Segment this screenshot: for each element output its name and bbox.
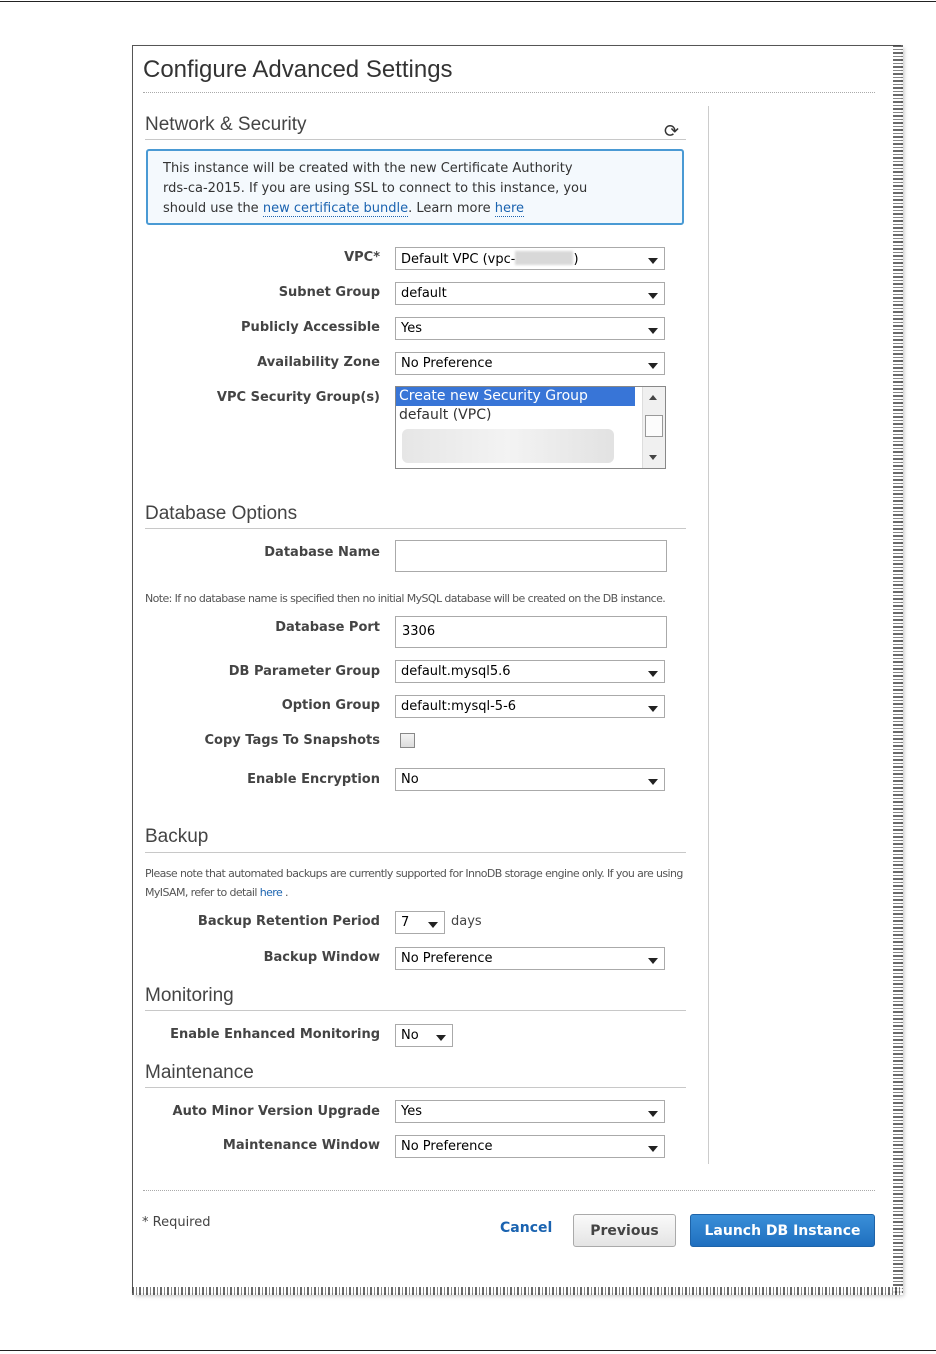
backup-note-line-2 [145,886,288,899]
auto-minor-upgrade-select[interactable] [395,1100,665,1123]
availability-zone-select[interactable] [395,352,665,375]
retention-unit: days [451,914,482,929]
certificate-bundle-link[interactable]: new certificate bundle [262,201,409,216]
security-group-option-default[interactable]: default (VPC) [399,407,492,423]
chevron-down-icon [648,258,658,264]
chevron-down-icon [648,328,658,334]
info-line-1: This instance will be created with the new Certificate Authority [163,161,573,176]
section-rule-backup [145,852,686,853]
security-groups-label: VPC Security Group(s) [216,390,380,405]
database-name-input[interactable] [395,540,667,572]
top-rule [0,1,936,2]
page-title: Configure Advanced Settings [143,56,453,83]
title-divider [143,92,875,93]
certificate-info-box [146,149,684,225]
section-rule-monitoring [145,1010,686,1011]
auto-minor-upgrade-value: Yes [401,1104,422,1119]
encryption-label: Enable Encryption [247,772,380,787]
database-name-note: Note: If no database name is specified then no initial MySQL database will be created on the DB instance. [145,592,666,605]
footer-divider [143,1190,875,1191]
chevron-down-icon [648,779,658,785]
enhanced-monitoring-label: Enable Enhanced Monitoring [170,1027,380,1042]
backup-detail-link[interactable]: here [259,886,283,899]
subnet-group-value: default [401,286,447,301]
availability-zone-label: Availability Zone [257,355,380,370]
scroll-down-icon[interactable] [649,455,657,460]
info-line-3-prefix: should use the [163,201,259,216]
section-title-backup: Backup [145,826,209,847]
backup-note-line-1: Please note that automated backups are currently supported for InnoDB storage engine only. If you are using [145,867,683,880]
previous-button[interactable]: Previous [573,1214,676,1247]
encryption-value: No [401,772,419,787]
listbox-scrollbar[interactable] [642,387,665,468]
scroll-thumb[interactable] [645,415,663,437]
refresh-icon[interactable]: ⟳ [664,121,680,142]
section-rule-database [145,528,686,529]
redacted-vpc-id [515,251,573,265]
vpc-value-prefix: Default VPC (vpc- [401,252,516,267]
option-group-label: Option Group [281,698,380,713]
copy-tags-checkbox[interactable] [400,733,415,748]
info-line-2: rds-ca-2015. If you are using SSL to connect to this instance, you [163,181,588,196]
backup-window-label: Backup Window [263,950,380,965]
parameter-group-select[interactable] [395,660,665,683]
maintenance-window-value: No Preference [401,1139,493,1154]
column-divider [708,106,709,1164]
backup-window-value: No Preference [401,951,493,966]
section-title-maintenance: Maintenance [145,1062,254,1083]
info-line-3 [163,199,682,219]
option-group-value: default:mysql-5-6 [401,699,517,714]
chevron-down-icon [648,363,658,369]
maintenance-window-label: Maintenance Window [222,1138,380,1153]
database-name-label: Database Name [264,545,380,560]
option-group-select[interactable] [395,695,665,718]
info-line-3-middle: . Learn more [408,201,491,216]
parameter-group-value: default.mysql5.6 [401,664,511,679]
torn-edge-bottom [132,1287,902,1295]
retention-period-select[interactable] [395,911,445,934]
security-group-option-new[interactable]: Create new Security Group [396,387,635,406]
section-rule-network [145,139,686,140]
vpc-select[interactable] [395,247,665,270]
chevron-down-icon [436,1035,446,1041]
maintenance-window-select[interactable] [395,1135,665,1158]
subnet-group-select[interactable] [395,282,665,305]
retention-period-value: 7 [401,915,410,930]
scroll-up-icon[interactable] [649,395,657,400]
security-groups-listbox[interactable] [395,386,666,469]
redacted-security-groups [402,429,614,463]
bottom-rule [0,1350,936,1351]
chevron-down-icon [648,1111,658,1117]
enhanced-monitoring-select[interactable] [395,1024,453,1047]
copy-tags-label: Copy Tags To Snapshots [204,733,380,748]
torn-edge-right [893,45,903,1295]
database-port-input[interactable]: 3306 [395,616,667,648]
chevron-down-icon [648,958,658,964]
encryption-select[interactable] [395,768,665,791]
backup-window-select[interactable] [395,947,665,970]
vpc-label: VPC* [344,250,380,265]
publicly-accessible-select[interactable] [395,317,665,340]
section-title-database: Database Options [145,503,298,524]
publicly-accessible-label: Publicly Accessible [241,320,380,335]
publicly-accessible-value: Yes [401,321,422,336]
section-title-network: Network & Security [145,114,307,135]
chevron-down-icon [428,922,438,928]
backup-note-text: MyISAM, refer to detail [145,886,257,899]
section-rule-maintenance [145,1087,686,1088]
chevron-down-icon [648,293,658,299]
backup-note-end: . [285,886,288,899]
subnet-group-label: Subnet Group [278,285,380,300]
availability-zone-value: No Preference [401,356,493,371]
database-port-label: Database Port [275,620,380,635]
retention-period-label: Backup Retention Period [197,914,380,929]
parameter-group-label: DB Parameter Group [228,664,380,679]
vpc-value-suffix: ) [573,252,579,267]
section-title-monitoring: Monitoring [145,985,234,1006]
auto-minor-upgrade-label: Auto Minor Version Upgrade [172,1104,380,1119]
chevron-down-icon [648,671,658,677]
required-note: * Required [142,1215,211,1230]
launch-db-instance-button[interactable]: Launch DB Instance [690,1214,875,1247]
learn-more-link[interactable]: here [494,201,524,216]
enhanced-monitoring-value: No [401,1028,419,1043]
chevron-down-icon [648,1146,658,1152]
cancel-button[interactable]: Cancel [500,1220,553,1236]
chevron-down-icon [648,706,658,712]
